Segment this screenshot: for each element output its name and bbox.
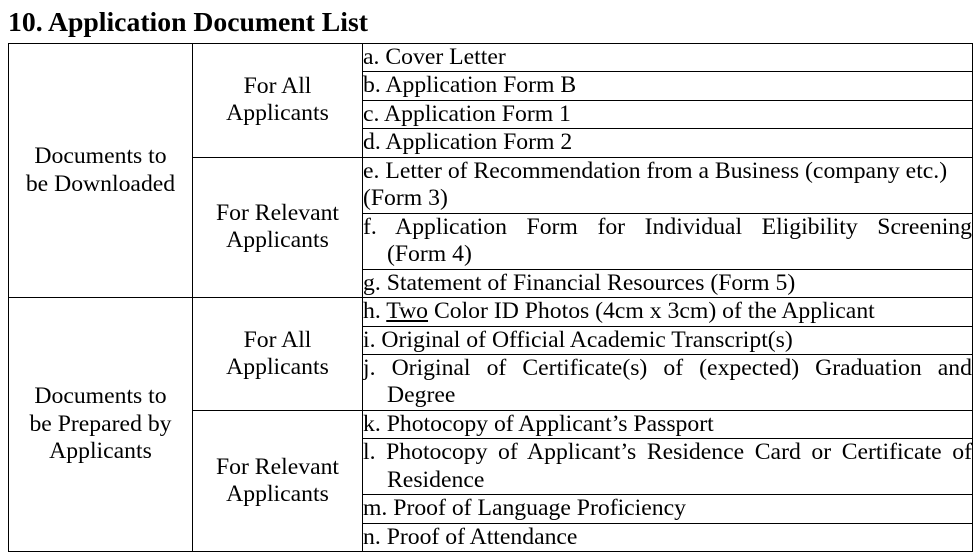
subgroup-cell-for-relevant-applicants xyxy=(193,410,363,551)
subgroup-cell-for-all-applicants xyxy=(193,298,363,411)
document-item-g xyxy=(363,269,973,297)
document-item-f xyxy=(363,213,973,269)
subgroup-label-line: Applicants xyxy=(226,481,329,508)
subgroup-label-line: For Relevant xyxy=(215,199,340,226)
table-row xyxy=(9,44,973,72)
document-item-text: n. Proof of Attendance xyxy=(363,523,578,550)
document-item-j xyxy=(363,354,973,410)
category-cell-documents-to-be-prepared-by-applicants xyxy=(9,298,193,552)
subgroup-label-line: Applicants xyxy=(226,227,329,254)
document-item-k xyxy=(363,410,973,438)
document-item-text: Degree xyxy=(387,382,456,409)
document-item-text: e. Letter of Recommendation from a Business (company etc.) xyxy=(363,157,948,184)
document-item-text: d. Application Form 2 xyxy=(363,129,573,156)
document-item-text: m. Proof of Language Proficiency xyxy=(363,495,686,522)
document-item-text: f. Application Form for Individual Eligibility Screening xyxy=(363,213,972,240)
category-label-line: be Downloaded xyxy=(25,170,176,197)
document-item-text: (Form 3) xyxy=(363,185,448,212)
document-item-text: k. Photocopy of Applicant’s Passport xyxy=(363,410,714,437)
document-item-text: l. Photocopy of Applicant’s Residence Card or Certificate of xyxy=(363,439,972,466)
table-row xyxy=(9,298,973,326)
document-item-text: b. Application Form B xyxy=(363,72,577,99)
document-item-text: c. Application Form 1 xyxy=(363,100,571,127)
subgroup-cell-for-relevant-applicants xyxy=(193,157,363,297)
document-item-text: j. Original of Certificate(s) of (expected) Graduation and xyxy=(363,354,972,381)
subgroup-label-line: Applicants xyxy=(226,353,329,380)
category-label-line: Applicants xyxy=(49,438,152,465)
subgroup-label-line: For All xyxy=(243,326,312,353)
underlined-emphasis: Two xyxy=(386,298,429,325)
document-item-text: g. Statement of Financial Resources (Form 5) xyxy=(363,269,796,296)
document-item-d xyxy=(363,129,973,157)
document-item-text xyxy=(363,298,972,325)
document-item-i xyxy=(363,326,973,354)
application-document-table xyxy=(8,43,973,552)
document-item-text: (Form 4) xyxy=(387,241,472,268)
category-label-line: Documents to xyxy=(34,143,167,170)
category-label-line: be Prepared by xyxy=(29,410,172,437)
section-heading: 10. Application Document List xyxy=(8,6,368,37)
document-item-a xyxy=(363,44,973,72)
document-item-text: a. Cover Letter xyxy=(363,44,506,70)
subgroup-label-line: For Relevant xyxy=(215,453,340,480)
document-item-b xyxy=(363,72,973,100)
subgroup-label-line: For All xyxy=(243,72,312,99)
document-item-l xyxy=(363,439,973,495)
document-item-h xyxy=(363,298,973,326)
document-item-text-part: Color ID Photos (4cm x 3cm) of the Applicant xyxy=(428,298,875,325)
document-item-text: i. Original of Official Academic Transcript(s) xyxy=(363,326,793,353)
document-item-n xyxy=(363,523,973,551)
document-item-e xyxy=(363,157,973,213)
document-item-c xyxy=(363,100,973,128)
subgroup-label-line: Applicants xyxy=(226,100,329,127)
document-item-text: Residence xyxy=(387,466,485,493)
document-item-m xyxy=(363,495,973,523)
subgroup-cell-for-all-applicants xyxy=(193,44,363,158)
category-label-line: Documents to xyxy=(34,383,167,410)
category-cell-documents-to-be-downloaded xyxy=(9,44,193,298)
document-item-text-part: h. xyxy=(363,298,387,325)
